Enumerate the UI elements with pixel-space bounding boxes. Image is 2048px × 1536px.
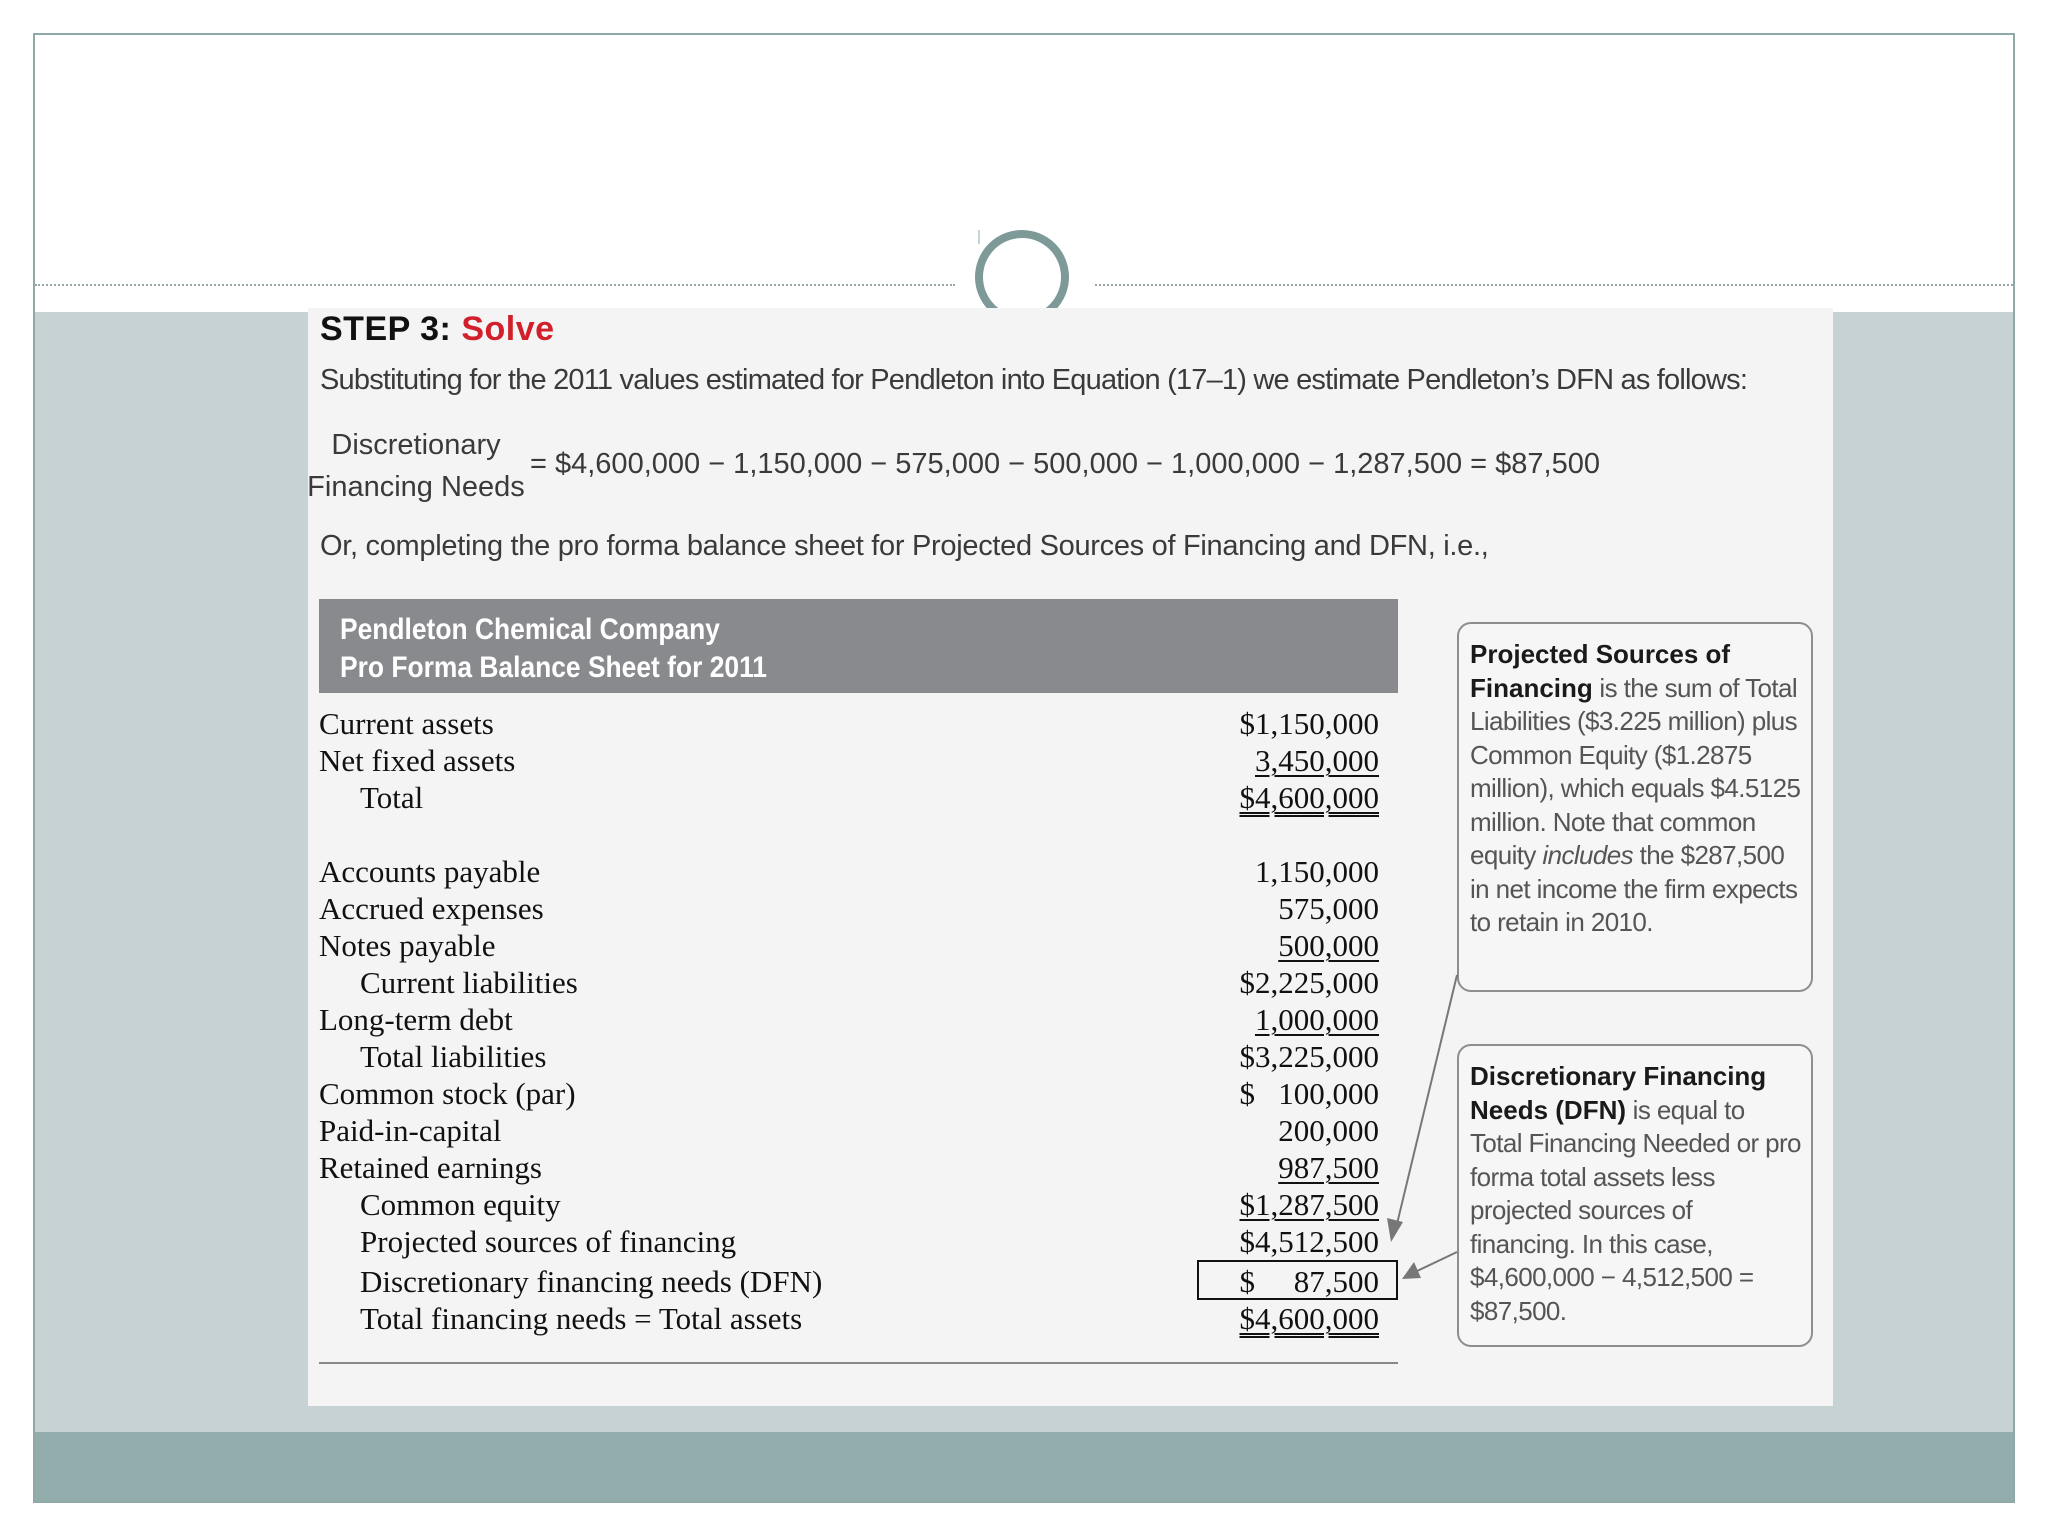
dotted-divider-left <box>35 284 955 286</box>
dotted-divider-right <box>1095 284 2013 286</box>
callout-dfn-text: is equal to Total Financing Needed or pro forma total assets less projected sources of financing. In this case, $4,600,000 − 4,512,500 = $87,500. <box>1470 1094 1801 1326</box>
callout-projected-sources <box>1457 622 1813 992</box>
table-bottom-rule <box>319 1362 1398 1364</box>
equation-formula: = $4,600,000 − 1,150,000 − 575,000 − 500,000 − 1,000,000 − 1,287,500 = $87,500 <box>530 448 1600 480</box>
callout-sources-term: Projected Sources of Financing <box>1470 639 1731 703</box>
row-value: $ 100,000 <box>1239 1076 1379 1111</box>
row-label: Projected sources of financing <box>360 1224 737 1259</box>
table-row <box>319 743 1379 780</box>
row-value: 200,000 <box>1278 1113 1379 1148</box>
balance-sheet-title: Pro Forma Balance Sheet for 2011 <box>340 651 767 684</box>
dfn-highlight-box <box>1197 1260 1398 1300</box>
table-row <box>319 1301 1379 1338</box>
table-row <box>319 1187 1379 1224</box>
step-heading <box>320 310 555 349</box>
table-row <box>319 1002 1379 1039</box>
row-value: $4,512,500 <box>1239 1224 1379 1259</box>
table-row <box>319 1076 1379 1113</box>
table-row <box>319 1113 1379 1150</box>
ring-tick <box>978 230 980 244</box>
row-label: Current liabilities <box>360 965 578 1000</box>
row-label: Discretionary financing needs (DFN) <box>360 1264 823 1299</box>
table-row <box>319 891 1379 928</box>
table-row <box>319 706 1379 743</box>
row-label: Total liabilities <box>360 1039 547 1074</box>
row-label: Long-term debt <box>319 1002 513 1037</box>
equation-label-line2: Financing Needs <box>307 471 525 503</box>
balance-sheet-header <box>319 599 1398 693</box>
row-value: $ 87,500 <box>1239 1264 1379 1299</box>
row-label: Accounts payable <box>319 854 541 889</box>
row-label: Total financing needs = Total assets <box>360 1301 803 1336</box>
intro-text: Substituting for the 2011 values estimated for Pendleton into Equation (17–1) we estimate Pendleton’s DFN as follows: <box>320 364 1748 396</box>
table-row <box>319 1150 1379 1187</box>
row-label: Paid-in-capital <box>319 1113 502 1148</box>
row-value: $4,600,000 <box>1239 780 1379 815</box>
step-title: Solve <box>461 310 555 348</box>
table-row <box>319 780 1379 817</box>
row-value: 1,150,000 <box>1255 854 1379 889</box>
row-value: $2,225,000 <box>1239 965 1379 1000</box>
row-label: Common equity <box>360 1187 561 1222</box>
row-label: Accrued expenses <box>319 891 544 926</box>
table-row <box>319 854 1379 891</box>
company-name: Pendleton Chemical Company <box>340 613 720 646</box>
row-label: Retained earnings <box>319 1150 542 1185</box>
row-value: 1,000,000 <box>1255 1002 1379 1037</box>
callout-dfn <box>1457 1044 1813 1347</box>
row-value: 3,450,000 <box>1255 743 1379 778</box>
row-label: Total <box>360 780 424 815</box>
row-value: 500,000 <box>1278 928 1379 963</box>
row-label: Common stock (par) <box>319 1076 576 1111</box>
table-row <box>319 928 1379 965</box>
row-value: $3,225,000 <box>1239 1039 1379 1074</box>
step-prefix: STEP 3: <box>320 310 462 348</box>
row-value: $4,600,000 <box>1239 1301 1379 1336</box>
or-completing-text: Or, completing the pro forma balance sheet for Projected Sources of Financing and DFN, i.e., <box>320 530 1489 562</box>
row-label: Notes payable <box>319 928 496 963</box>
table-row <box>319 1039 1379 1076</box>
callout-sources-text2: the $287,500 in net income the firm expects to retain in 2010. <box>1470 840 1798 937</box>
callout-sources-text1: is the sum of Total Liabilities ($3.225 million) plus Common Equity ($1.2875 million), which equals $4.5125 million. Note that common equity <box>1470 672 1801 870</box>
row-value: $1,150,000 <box>1239 706 1379 741</box>
row-label: Current assets <box>319 706 494 741</box>
row-value: 575,000 <box>1278 891 1379 926</box>
table-row <box>319 965 1379 1002</box>
equation-label <box>306 424 526 508</box>
table-row <box>319 1224 1379 1261</box>
slide-band-bottom <box>35 1432 2013 1501</box>
callout-sources-italic: includes <box>1542 840 1633 870</box>
row-value: 987,500 <box>1278 1150 1379 1185</box>
callout-dfn-term: Discretionary Financing Needs (DFN) <box>1470 1061 1767 1125</box>
equation-label-line1: Discretionary <box>331 429 501 461</box>
row-value: $1,287,500 <box>1239 1187 1379 1222</box>
row-label: Net fixed assets <box>319 743 516 778</box>
